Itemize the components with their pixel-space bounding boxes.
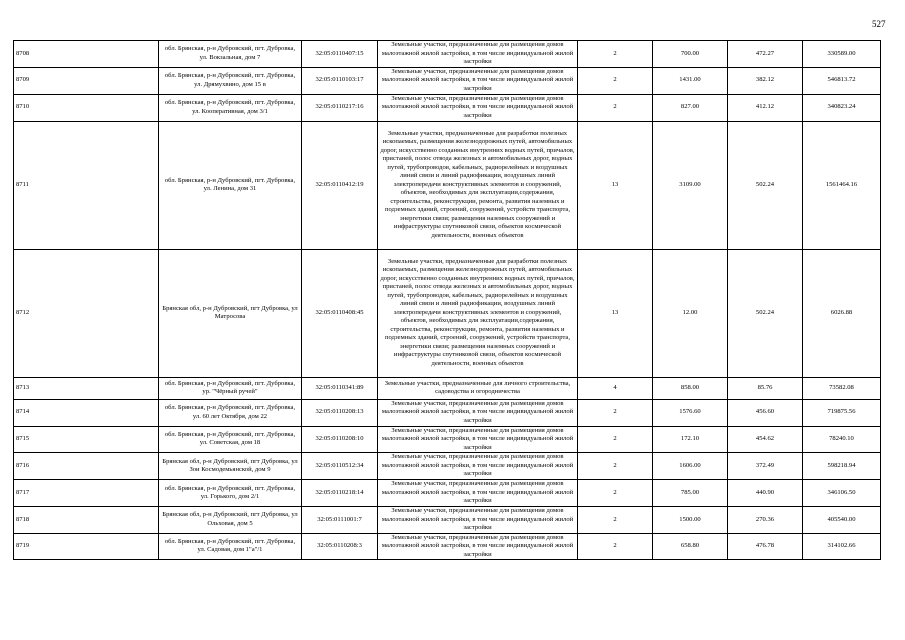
group-code-cell: 2 bbox=[578, 41, 653, 68]
land-use-cell: Земельные участки, предназначенные для размещения домов малоэтажной жилой застройки, в том числе индивидуальной жилой застройки bbox=[378, 453, 578, 480]
table-row bbox=[14, 67, 881, 94]
row-number: 8708 bbox=[14, 41, 159, 68]
table-row bbox=[14, 121, 881, 249]
cadastral-value-cell: 546813.72 bbox=[803, 67, 881, 94]
area-cell: 1606.00 bbox=[653, 453, 728, 480]
table-row bbox=[14, 533, 881, 560]
address-cell: обл. Брянская, р-н Дубровский, пгт. Дубровка, ул. Садовая, дом 1"а"/1 bbox=[159, 533, 302, 560]
group-code-cell: 4 bbox=[578, 377, 653, 399]
area-cell: 858.00 bbox=[653, 377, 728, 399]
cadastral-number-cell: 32:05:0110208:10 bbox=[302, 426, 378, 453]
cadastral-number-cell: 32:05:0110407:15 bbox=[302, 41, 378, 68]
land-use-cell: Земельные участки, предназначенные для размещения домов малоэтажной жилой застройки, в том числе индивидуальной жилой застройки bbox=[378, 480, 578, 507]
group-code-cell: 2 bbox=[578, 533, 653, 560]
specific-value-cell: 472.27 bbox=[728, 41, 803, 68]
specific-value-cell: 502.24 bbox=[728, 121, 803, 249]
row-number: 8711 bbox=[14, 121, 159, 249]
area-cell: 1576.60 bbox=[653, 399, 728, 426]
group-code-cell: 2 bbox=[578, 480, 653, 507]
specific-value-cell: 382.12 bbox=[728, 67, 803, 94]
specific-value-cell: 502.24 bbox=[728, 249, 803, 377]
area-cell: 172.10 bbox=[653, 426, 728, 453]
row-number: 8712 bbox=[14, 249, 159, 377]
cadastral-value-cell: 6026.88 bbox=[803, 249, 881, 377]
cadastral-number-cell: 32:05:0110103:17 bbox=[302, 67, 378, 94]
table-row bbox=[14, 426, 881, 453]
row-number: 8716 bbox=[14, 453, 159, 480]
cadastral-number-cell: 32:05:0110218:14 bbox=[302, 480, 378, 507]
cadastral-value-cell: 346106.50 bbox=[803, 480, 881, 507]
table-row bbox=[14, 94, 881, 121]
address-cell: Брянская обл, р-н Дубровский, пгт Дубровка, ул Матросова bbox=[159, 249, 302, 377]
group-code-cell: 13 bbox=[578, 121, 653, 249]
row-number: 8719 bbox=[14, 533, 159, 560]
area-cell: 1500.00 bbox=[653, 507, 728, 534]
area-cell: 827.00 bbox=[653, 94, 728, 121]
table-row bbox=[14, 41, 881, 68]
specific-value-cell: 412.12 bbox=[728, 94, 803, 121]
specific-value-cell: 456.60 bbox=[728, 399, 803, 426]
specific-value-cell: 270.36 bbox=[728, 507, 803, 534]
cadastral-number-cell: 32:05:0110412:19 bbox=[302, 121, 378, 249]
land-use-cell: Земельные участки, предназначенные для размещения домов малоэтажной жилой застройки, в том числе индивидуальной жилой застройки bbox=[378, 41, 578, 68]
row-number: 8717 bbox=[14, 480, 159, 507]
address-cell: обл. Брянская, р-н Дубровский, пгт. Дубровка, ул. Ленина, дом 31 bbox=[159, 121, 302, 249]
row-number: 8718 bbox=[14, 507, 159, 534]
table-row bbox=[14, 480, 881, 507]
table-row bbox=[14, 507, 881, 534]
row-number: 8709 bbox=[14, 67, 159, 94]
specific-value-cell: 454.62 bbox=[728, 426, 803, 453]
cadastral-number-cell: 32:05:0110341:89 bbox=[302, 377, 378, 399]
cadastral-value-cell: 1561464.16 bbox=[803, 121, 881, 249]
group-code-cell: 2 bbox=[578, 507, 653, 534]
group-code-cell: 2 bbox=[578, 67, 653, 94]
address-cell: Брянская обл, р-н Дубровский, пгт Дубровка, ул Зои Космодемьянской, дом 9 bbox=[159, 453, 302, 480]
land-use-cell: Земельные участки, предназначенные для размещения домов малоэтажной жилой застройки, в том числе индивидуальной жилой застройки bbox=[378, 94, 578, 121]
address-cell: обл. Брянская, р-н Дубровский, пгт. Дубровка, ул. Кооперативная, дом 3/1 bbox=[159, 94, 302, 121]
group-code-cell: 13 bbox=[578, 249, 653, 377]
table-row bbox=[14, 399, 881, 426]
land-use-cell: Земельные участки, предназначенные для размещения домов малоэтажной жилой застройки, в том числе индивидуальной жилой застройки bbox=[378, 399, 578, 426]
area-cell: 3109.00 bbox=[653, 121, 728, 249]
cadastral-number-cell: 32:05:0110217:16 bbox=[302, 94, 378, 121]
cadastral-value-cell: 598218.94 bbox=[803, 453, 881, 480]
table-body bbox=[14, 41, 881, 560]
group-code-cell: 2 bbox=[578, 94, 653, 121]
group-code-cell: 2 bbox=[578, 453, 653, 480]
specific-value-cell: 476.78 bbox=[728, 533, 803, 560]
row-number: 8713 bbox=[14, 377, 159, 399]
address-cell: обл. Брянская, р-н Дубровский, пгт. Дубровка, ул. Вокзальная, дом 7 bbox=[159, 41, 302, 68]
specific-value-cell: 440.90 bbox=[728, 480, 803, 507]
cadastral-value-cell: 405540.00 bbox=[803, 507, 881, 534]
group-code-cell: 2 bbox=[578, 426, 653, 453]
land-use-cell: Земельные участки, предназначенные для разработки полезных ископаемых, размещения железнодорожных путей, автомобильных дорог, искусственно созданных внутренних водных путей, причалов, пристаней, полос отвода железных и автомобильных дорог, водных путей, трубопроводов, кабельных, радиорелейных и воздушных линий связи и линий радиофикации, воздушных линий электропередачи конструктивных элементов и сооружений, объектов, необходимых для эксплуатации,содержания, строительства, реконструкции, ремонта, развития наземных и подземных зданий, строений, сооружений, устройств транспорта, энергетики связи; размещения наземных сооружений и инфраструктуры спутниковой связи, объектов космической деятельности, военных объектов bbox=[378, 249, 578, 377]
cadastral-value-cell: 314102.66 bbox=[803, 533, 881, 560]
address-cell: обл. Брянская, р-н Дубровский, пгт. Дубровка, ул. Дрямухвино, дом 15 в bbox=[159, 67, 302, 94]
cadastral-value-cell: 78240.10 bbox=[803, 426, 881, 453]
table-row bbox=[14, 453, 881, 480]
land-use-cell: Земельные участки, предназначенные для разработки полезных ископаемых, размещения железнодорожных путей, автомобильных дорог, искусственно созданных внутренних водных путей, причалов, пристаней, полос отвода железных и автомобильных дорог, водных путей, трубопроводов, кабельных, радиорелейных и воздушных линий связи и линий радиофикации, воздушных линий электропередачи конструктивных элементов и сооружений, объектов, необходимых для эксплуатации,содержания, строительства, реконструкции, ремонта, развития наземных и подземных зданий, строений, сооружений, устройств транспорта, энергетики связи; размещения наземных сооружений и инфраструктуры спутниковой связи, объектов космической деятельности, военных объектов bbox=[378, 121, 578, 249]
area-cell: 785.00 bbox=[653, 480, 728, 507]
area-cell: 12.00 bbox=[653, 249, 728, 377]
group-code-cell: 2 bbox=[578, 399, 653, 426]
cadastral-value-table bbox=[13, 40, 881, 560]
address-cell: обл. Брянская, р-н Дубровский, пгт. Дубровка, ул. Горького, дом 2/1 bbox=[159, 480, 302, 507]
specific-value-cell: 85.76 bbox=[728, 377, 803, 399]
row-number: 8714 bbox=[14, 399, 159, 426]
land-use-cell: Земельные участки, предназначенные для личного строительства, садоводства и огородничества bbox=[378, 377, 578, 399]
cadastral-number-cell: 32:05:0110408:45 bbox=[302, 249, 378, 377]
land-use-cell: Земельные участки, предназначенные для размещения домов малоэтажной жилой застройки, в том числе индивидуальной жилой застройки bbox=[378, 67, 578, 94]
area-cell: 1431.00 bbox=[653, 67, 728, 94]
land-use-cell: Земельные участки, предназначенные для размещения домов малоэтажной жилой застройки, в том числе индивидуальной жилой застройки bbox=[378, 533, 578, 560]
cadastral-value-cell: 330589.00 bbox=[803, 41, 881, 68]
row-number: 8710 bbox=[14, 94, 159, 121]
cadastral-value-cell: 719875.56 bbox=[803, 399, 881, 426]
address-cell: обл. Брянская, р-н Дубровский, пгт. Дубровка, ул. 60 лет Октября, дом 22 bbox=[159, 399, 302, 426]
page-number: 527 bbox=[872, 19, 886, 29]
table-row bbox=[14, 249, 881, 377]
table-row bbox=[14, 377, 881, 399]
cadastral-number-cell: 32:05:0110208:13 bbox=[302, 399, 378, 426]
row-number: 8715 bbox=[14, 426, 159, 453]
land-use-cell: Земельные участки, предназначенные для размещения домов малоэтажной жилой застройки, в том числе индивидуальной жилой застройки bbox=[378, 426, 578, 453]
land-use-cell: Земельные участки, предназначенные для размещения домов малоэтажной жилой застройки, в том числе индивидуальной жилой застройки bbox=[378, 507, 578, 534]
specific-value-cell: 372.49 bbox=[728, 453, 803, 480]
cadastral-number-cell: 32:05:0110208:3 bbox=[302, 533, 378, 560]
area-cell: 700.00 bbox=[653, 41, 728, 68]
cadastral-value-cell: 73582.08 bbox=[803, 377, 881, 399]
cadastral-number-cell: 32:05:0110512:34 bbox=[302, 453, 378, 480]
address-cell: Брянская обл, р-н Дубровский, пгт Дубровка, ул Ольховая, дом 5 bbox=[159, 507, 302, 534]
address-cell: обл. Брянская, р-н Дубровский, пгт. Дубровка, ур. "Чёрный ручей" bbox=[159, 377, 302, 399]
cadastral-value-cell: 340823.24 bbox=[803, 94, 881, 121]
cadastral-number-cell: 32:05:0111001:7 bbox=[302, 507, 378, 534]
area-cell: 658.80 bbox=[653, 533, 728, 560]
address-cell: обл. Брянская, р-н Дубровский, пгт. Дубровка, ул. Советская, дом 18 bbox=[159, 426, 302, 453]
